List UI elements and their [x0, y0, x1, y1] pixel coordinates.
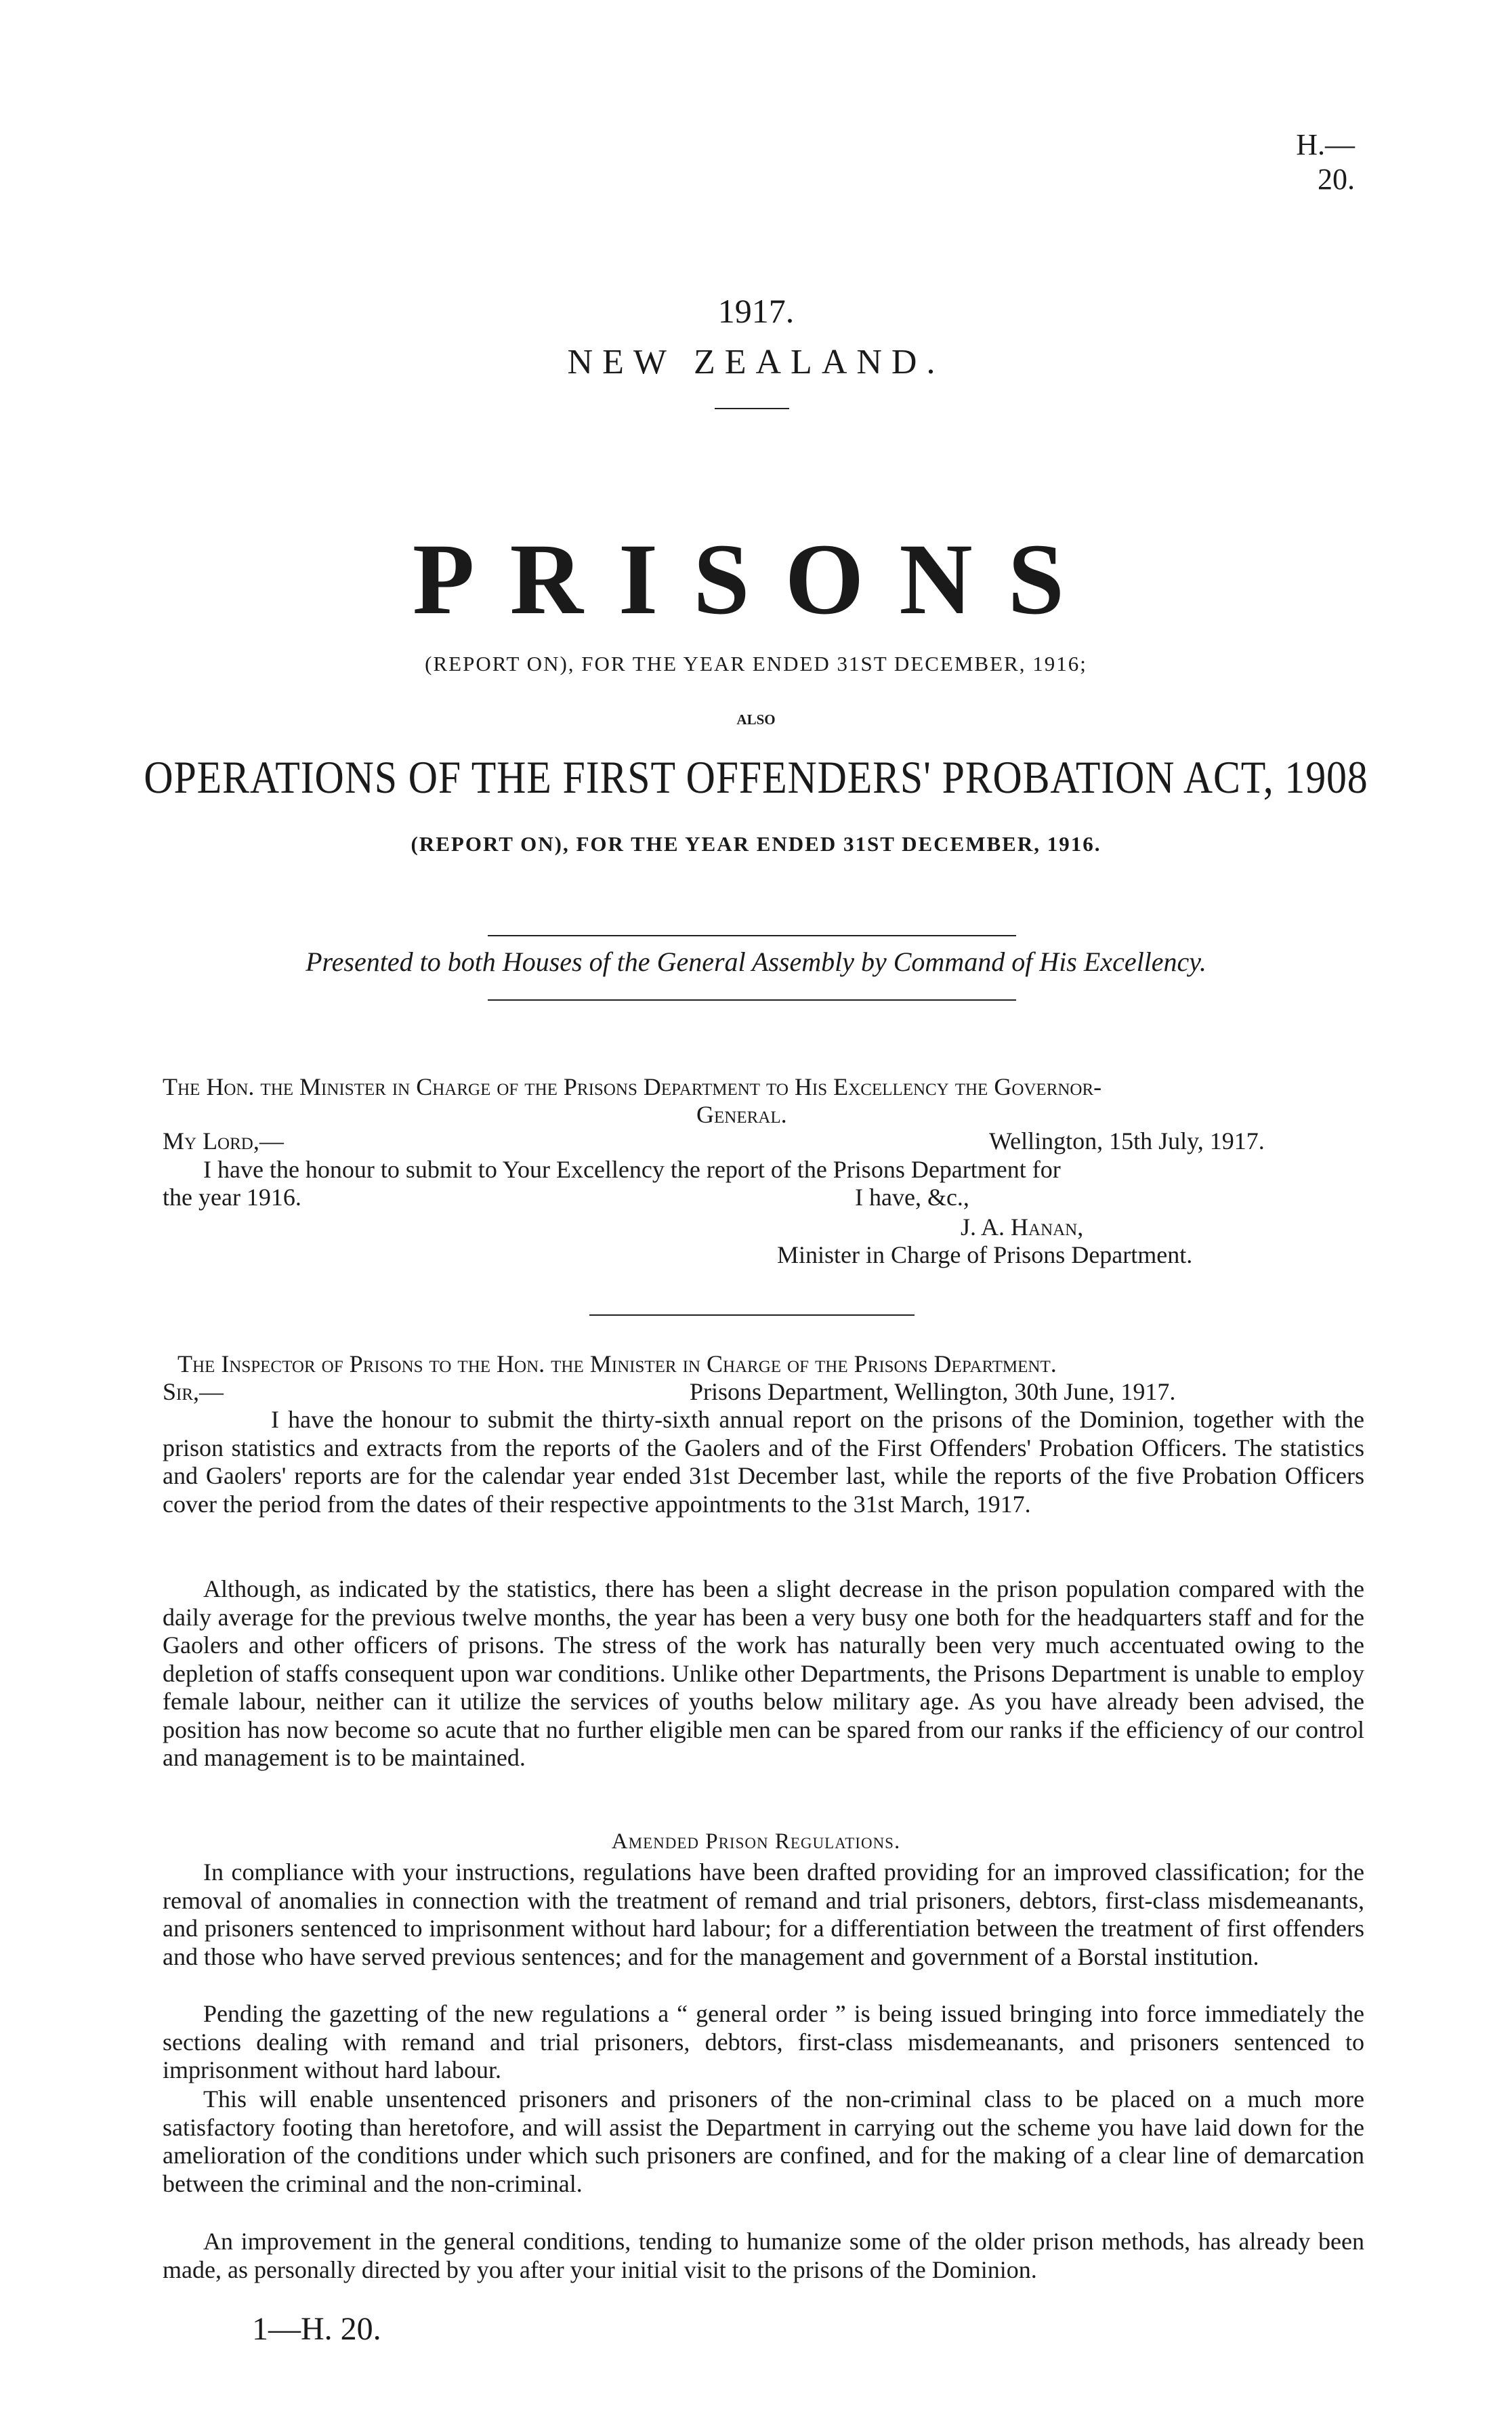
- inspector-paragraph-3: In compliance with your instructions, regulations have been drafted providing for an improved classification; for the removal of anomalies in connection with the treatment of remand and trial prisoners, debtors, first-class misdemeanants, and prisoners sentenced to imprisonment without hard labour; for a differentiation between the treatment of first offenders and those who have served previous sentences; and for the management and government of a Borstal institution.: [163, 1858, 1364, 1970]
- inspector-letter-date: Prisons Department, Wellington, 30th June, 1917.: [690, 1378, 1176, 1405]
- minister-letter-body-cont: the year 1916.: [163, 1184, 301, 1211]
- minister-letter-body: I have the honour to submit to Your Excellency the report of the Prisons Department for: [203, 1156, 1061, 1183]
- section-heading: Amended Prison Regulations.: [611, 1829, 901, 1854]
- inspector-paragraph-5: This will enable unsentenced prisoners and prisoners of the non-criminal class to be placed on a much more satisfactory footing than heretofore, and will assist the Department in carrying out the scheme you have laid down for the amelioration of the conditions under which such prisoners are confined, and for the making of a clear line of demarcation between the criminal and the non-criminal.: [163, 2085, 1364, 2197]
- act-title: OPERATIONS OF THE FIRST OFFENDERS' PROBATION ACT, 1908: [144, 751, 1368, 803]
- inspector-paragraph-4: Pending the gazetting of the new regulations a “ general order ” is being issued bringing into force immediately the sections dealing with remand and trial prisoners, debtors, first-class misdemeanants, and prisoners sentenced to imprisonment without hard labour.: [163, 2000, 1364, 2083]
- main-title: PRISONS: [412, 523, 1100, 636]
- minister-letter-address-cont: General.: [696, 1101, 787, 1128]
- presented-rule-bottom: [488, 999, 1016, 1001]
- inspector-letter-salutation: Sir,—: [163, 1378, 224, 1405]
- presented-rule-top: [488, 935, 1016, 936]
- title-divider: [715, 408, 789, 409]
- minister-signature-title: Minister in Charge of Prisons Department.: [777, 1241, 1193, 1268]
- also-label: ALSO: [736, 711, 776, 728]
- page-reference: H.—20.: [1296, 128, 1355, 196]
- minister-signature: J. A. Hanan,: [961, 1213, 1084, 1241]
- act-subtitle: (REPORT ON), FOR THE YEAR ENDED 31ST DECEMBER, 1916.: [411, 832, 1101, 856]
- minister-letter-address: The Hon. the Minister in Charge of the Prisons Department to His Excellency the Governor-: [163, 1073, 1102, 1100]
- inspector-letter-address: The Inspector of Prisons to the Hon. the Minister in Charge of the Prisons Department.: [177, 1350, 1057, 1377]
- minister-letter-date: Wellington, 15th July, 1917.: [989, 1127, 1265, 1155]
- inspector-paragraph-2: Although, as indicated by the statistics, there has been a slight decrease in the prison population compared with the daily average for the previous twelve months, the year has been a very busy one both for the headquarters staff and for the Gaolers and other officers of prisons. The stress of the work has naturally been very much accentuated owing to the depletion of staffs consequent upon war conditions. Unlike other Departments, the Prisons Department is unable to employ female labour, neither can it utilize the services of youths below military age. As you have already been advised, the position has now become so acute that no further eligible men can be spared from our ranks if the efficiency of our control and management is to be maintained.: [163, 1575, 1364, 1771]
- printer-signature-mark: 1—H. 20.: [252, 2311, 381, 2347]
- presentation-note: Presented to both Houses of the General Assembly by Command of His Excellency.: [306, 947, 1206, 977]
- inspector-paragraph-6: An improvement in the general conditions, tending to humanize some of the older prison methods, has already been made, as personally directed by you after your initial visit to the prisons of the Dominion.: [163, 2228, 1364, 2283]
- country-title: NEW ZEALAND.: [567, 343, 945, 381]
- inspector-paragraph-1: I have the honour to submit the thirty-sixth annual report on the prisons of the Dominion, together with the prison statistics and extracts from the reports of the Gaolers and of the First Offenders' Probation Officers. The statistics and Gaolers' reports are for the calendar year ended 31st December last, while the reports of the five Probation Officers cover the period from the dates of their respective appointments to the 31st March, 1917.: [163, 1406, 1364, 1518]
- letter-divider: [589, 1314, 915, 1316]
- report-year: 1917.: [717, 292, 795, 330]
- minister-letter-closing: I have, &c.,: [855, 1184, 969, 1211]
- minister-letter-salutation: My Lord,—: [163, 1127, 284, 1155]
- report-subtitle: (REPORT ON), FOR THE YEAR ENDED 31ST DECEMBER, 1916;: [425, 652, 1087, 675]
